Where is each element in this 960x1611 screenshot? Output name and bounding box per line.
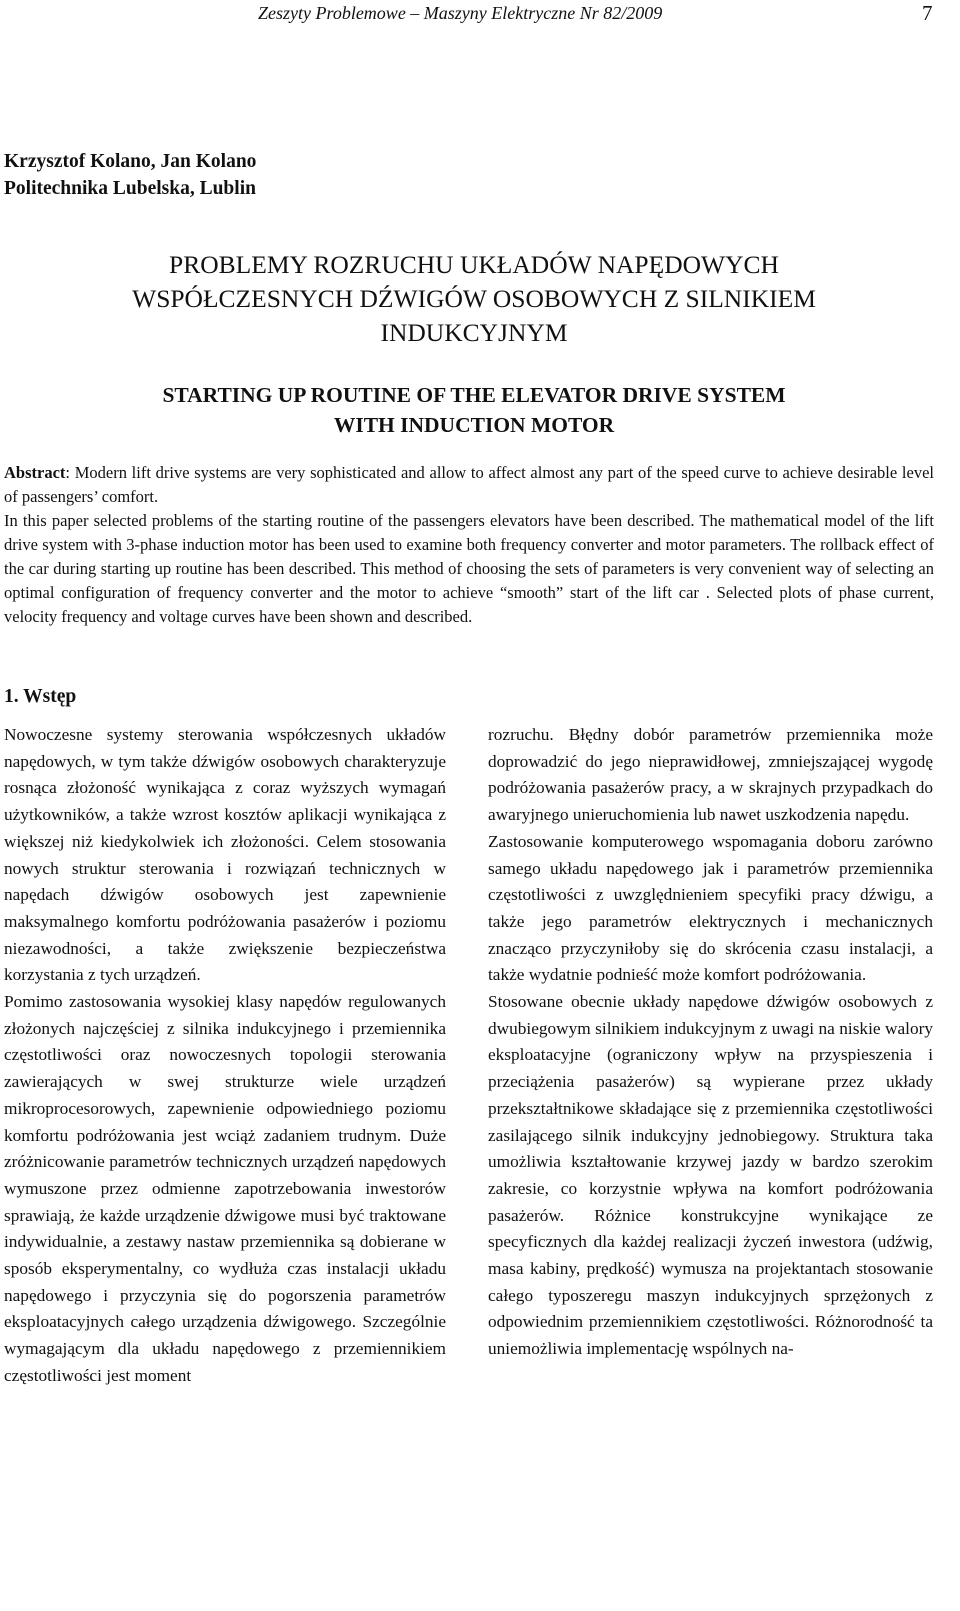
body-paragraph: rozruchu. Błędny dobór parametrów przemiennika może doprowadzić do jego nieprawidłowej, zmniejszającej wygodę podróżowania pasażerów pracy, a w skrajnych przypadkach do awaryjnego unieruchomienia lub nawet uszkodzenia napędu. bbox=[488, 725, 933, 825]
title-english bbox=[0, 380, 948, 440]
abstract-label: Abstract bbox=[4, 463, 66, 482]
abstract bbox=[4, 461, 934, 629]
abstract-text: : Modern lift drive systems are very sophisticated and allow to affect almost any part of the speed curve to achieve desirable level of passengers’ comfort. bbox=[4, 463, 934, 506]
title-english-line: WITH INDUCTION MOTOR bbox=[333, 413, 615, 437]
abstract-paragraph: In this paper selected problems of the starting routine of the passengers elevators have been described. The mathematical model of the lift drive system with 3-phase induction motor has been used to examine both frequency converter and motor parameters. The rollback effect of the car during starting up routine has been described. This method of choosing the sets of parameters is very convenient way of selecting an optimal configuration of frequency converter and the motor to achieve “smooth” start of the lift car . Selected plots of phase current, velocity frequency and voltage curves have been shown and described. bbox=[4, 511, 934, 626]
body-paragraph: Nowoczesne systemy sterowania współczesnych układów napędowych, w tym także dźwigów osobowych charakteryzuje rosnąca złożoność wynikająca z coraz wyższych wymagań użytkowników, a także wzrost kosztów aplikacji wynikająca z większej niż kiedykolwiek ich złożoności. Celem stosowania nowych struktur sterowania i rozwiązań technicznych w napędach dźwigów osobowych jest zapewnienie maksymalnego komfortu podróżowania pasażerów i poziomu niezawodności, a także zwiększenie bezpieczeństwa korzystania z tych urządzeń. bbox=[4, 725, 446, 985]
section-heading: 1. Wstęp bbox=[4, 686, 77, 707]
body-paragraph: Stosowane obecnie układy napędowe dźwigów osobowych z dwubiegowym silnikiem indukcyjnym z uwagi na niskie walory eksploatacyjne (ograniczony wpływ na przyspieszenia i przeciążenia pasażerów) są wypierane przez układy przekształtnikowe składające się z przemiennika częstotliwości zasilającego silnik indukcyjny jednobiegowy. Struktura taka umożliwia kształtowanie krzywej jazdy w bardzo szerokim zakresie, co korzystnie wpływa na komfort podróżowania pasażerów. Różnice konstrukcyjne wynikające ze specyficznych dla każdej realizacji życzeń inwestora (udźwig, masa kabiny, prędkość) wymusza na projektantach stosowanie całego typoszeregu maszyn indukcyjnych sprzężonych z odpowiednim przemiennikiem częstotliwości. Różnorodność ta uniemożliwia implementację wspólnych na- bbox=[488, 992, 933, 1359]
page-number: 7 bbox=[922, 1, 933, 25]
right-column bbox=[488, 722, 933, 1363]
author-affiliation: Politechnika Lubelska, Lublin bbox=[4, 178, 256, 199]
left-column bbox=[4, 722, 446, 1390]
author-names: Krzysztof Kolano, Jan Kolano bbox=[4, 151, 257, 172]
running-header bbox=[0, 0, 960, 40]
title-polish-line: WSPÓŁCZESNYCH DŹWIGÓW OSOBOWYCH Z SILNIKIEM bbox=[132, 284, 816, 313]
title-polish-line: INDUKCYJNYM bbox=[380, 318, 568, 347]
abstract-paragraph bbox=[4, 461, 934, 509]
body-paragraph: Zastosowanie komputerowego wspomagania doboru zarówno samego układu napędowego jak i parametrów przemiennika częstotliwości z uwzględnieniem specyfiki pracy dźwigu, a także jego parametrów elektrycznych i mechanicznych znacząco przyczyniłoby się do skrócenia czasu instalacji, a także wydatnie podnieść może komfort podróżowania. bbox=[488, 831, 933, 985]
title-polish bbox=[0, 248, 948, 350]
body-paragraph: Pomimo zastosowania wysokiej klasy napędów regulowanych złożonych najczęściej z silnika indukcyjnego i przemiennika częstotliwości oraz nowoczesnych topologii sterowania zawierających w swej strukturze wiele urządzeń mikroprocesorowych, zapewnienie odpowiedniego poziomu komfortu podróżowania jest wciąż zadaniem trudnym. Duże zróżnicowanie parametrów technicznych urządzeń napędowych wymuszone przez odmienne zapotrzebowania inwestorów sprawiają, że każde urządzenie dźwigowe musi być traktowane indywidualnie, a zestawy nastaw przemiennika są dobierane w sposób eksperymentalny, co wydłuża czas instalacji układu napędowego i przyczynia się do pogorszenia parametrów eksploatacyjnych całego urządzenia dźwigowego. Szczególnie wymagającym dla układu napędowego z przemiennikiem częstotliwości jest moment bbox=[4, 992, 446, 1385]
title-polish-line: PROBLEMY ROZRUCHU UKŁADÓW NAPĘDOWYCH bbox=[169, 250, 779, 279]
journal-title: Zeszyty Problemowe – Maszyny Elektryczne Nr 82/2009 bbox=[258, 3, 663, 23]
title-english-line: STARTING UP ROUTINE OF THE ELEVATOR DRIVE SYSTEM bbox=[162, 383, 786, 407]
author-block bbox=[4, 148, 256, 202]
